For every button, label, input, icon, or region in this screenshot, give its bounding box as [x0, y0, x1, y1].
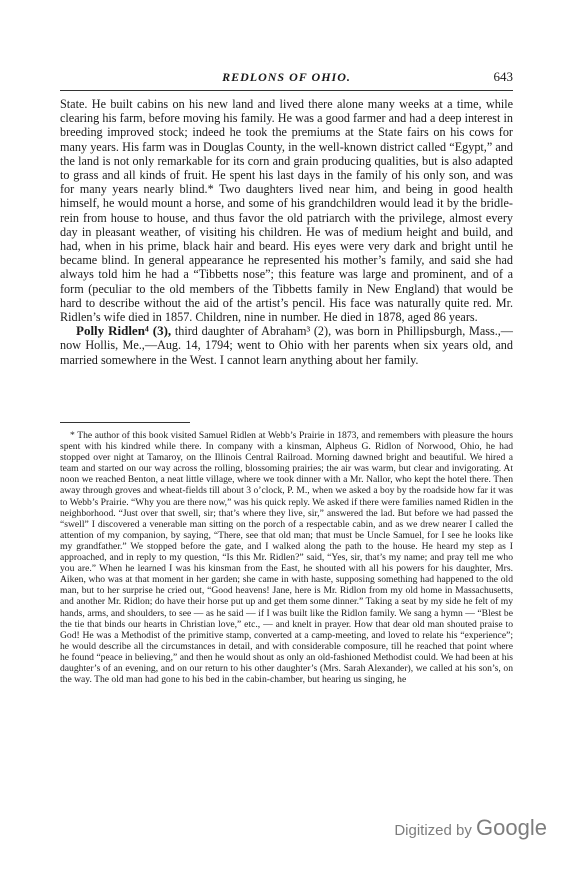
footnote — [60, 430, 513, 685]
running-head: REDLONS OF OHIO. — [222, 70, 351, 84]
paragraph-polly — [60, 324, 513, 367]
digitized-watermark — [394, 815, 547, 841]
main-text — [60, 97, 513, 367]
watermark-prefix: Digitized by — [394, 822, 477, 839]
google-logo: Google — [476, 815, 547, 840]
header-rule — [60, 90, 513, 91]
entry-name-polly: Polly Ridlen⁴ (3), — [76, 323, 172, 339]
footnote-text: * The author of this book visited Samuel Ridlen at Webb’s Prairie in 1873, and remembers with pleasure the hours spent with his kindred while there. In company with a kinsman, Alpheus G. Ridlon of Norwood, Ohio, he had stopped over night at Tamaroy, on the Illinois Central Railroad. Morning dawned bright and beautiful. We hired a team and started on our way across the rolling, blossoming prairies; the air was warm, but clear and invigorating. At noon we reached Benton, a neat little village, where we took dinner with a Mr. Nallor, who kept the hotel there. Then away through groves and wheat-fields till about 3 o’clock, P. M., when we asked a boy by the roadside how far it was to Webb’s Prairie. “Why you are there now,” was his quick reply. We asked if there were families named Ridlen in the neighborhood. “Just over that swell, sir; that’s where they live, sir,” answered the lad. But before we had passed the “swell” I discovered a venerable man sitting on the porch of a respectable cabin, and as we drew nearer I called the attention of my companion, by saying, “There, see that old man; that must be Uncle Samuel, for I see he looks like my grandfather.” We stopped before the gate, and I walked along the path to the house. He heard my step as I approached, and in reply to my question, “Is this Mr. Ridlen?” said, “Yes, sir, that’s my name; and pray tell me who you are.” When he learned I was his kinsman from the East, he shouted with all his powers for his daughter, Mrs. Aiken, who was at that moment in her garden; she came in with haste, supposing something had happened to the old man, but to her surprise he cried out, “Good heavens! Jane, here is Mr. Ridlon from my old home in Massachusetts, and another Mr. Ridlon; do have their horse put up and get them some dinner.” Taking a seat by my side he felt of my hands, arms, and shoulders, to see — as he said — if I was built like the Ridlon family. We sang a hymn — “Blest be the tie that binds our hearts in Christian love,” etc., — and knelt in prayer. How that dear old man shouted praise to God! He was a Methodist of the primitive stamp, converted at a camp-meeting, and loved to relate his “experience”; he would describe all the circumstances in detail, and with considerable composure, till he reached that point where he found “peace in believing,” and then he would shout as only an old-fashioned Methodist could. We had been at his daughter’s of an evening, and on our return to his other daughter’s (Mrs. Sarah Alexander), we called at his son’s, on the way. The old man had gone to his bed in the cabin-chamber, but hearing us singing, he — [60, 430, 513, 686]
paragraph-samuel: State. He built cabins on his new land and lived there alone many weeks at a time, while clearing his farm, before moving his family. He was a good farmer and had a deep interest in breeding improved stock; indeed he took the premiums at the State fairs on his cows for many years. His farm was in Douglas County, in the well-known district called “Egypt,” and the land is not only remarkable for its corn and grain producing qualities, but is also adapted to grass and all kinds of fruit. He spent his last days in the family of his only son, and was for many years nearly blind.* Two daughters lived near him, and being in good health himself, he would mount a horse, and some of his grandchildren would lead it by the bridle-rein from house to house, and thus favor the old patriarch with the privilege, almost every day in pleasant weather, of visiting his children. He was of medium height and build, and had, when in his prime, black hair and beard. His eyes were very dark and bright until he became blind. In general appearance he represented his mother’s family, and said she had always told him he had a “Tibbetts nose”; this feature was large and prominent, and of a form (peculiar to the old members of the Tibbetts family in New England) that would be hard to describe without the aid of the artist’s pencil. His face was naturally quite red. Mr. Ridlen’s wife died in 1857. Children, nine in number. He died in 1878, aged 86 years. — [60, 97, 513, 325]
entry-text-polly: third daughter of Abraham³ (2), was born in Phillipsburgh, Mass.,—now Hollis, Me.,—Aug. 14, 1794; went to Ohio with her parents when six years old, and married somewhere in the West. I cannot learn anything about her family. — [60, 324, 513, 367]
page-header — [60, 70, 513, 90]
page-number: 643 — [493, 69, 513, 84]
footnote-rule — [60, 422, 190, 423]
